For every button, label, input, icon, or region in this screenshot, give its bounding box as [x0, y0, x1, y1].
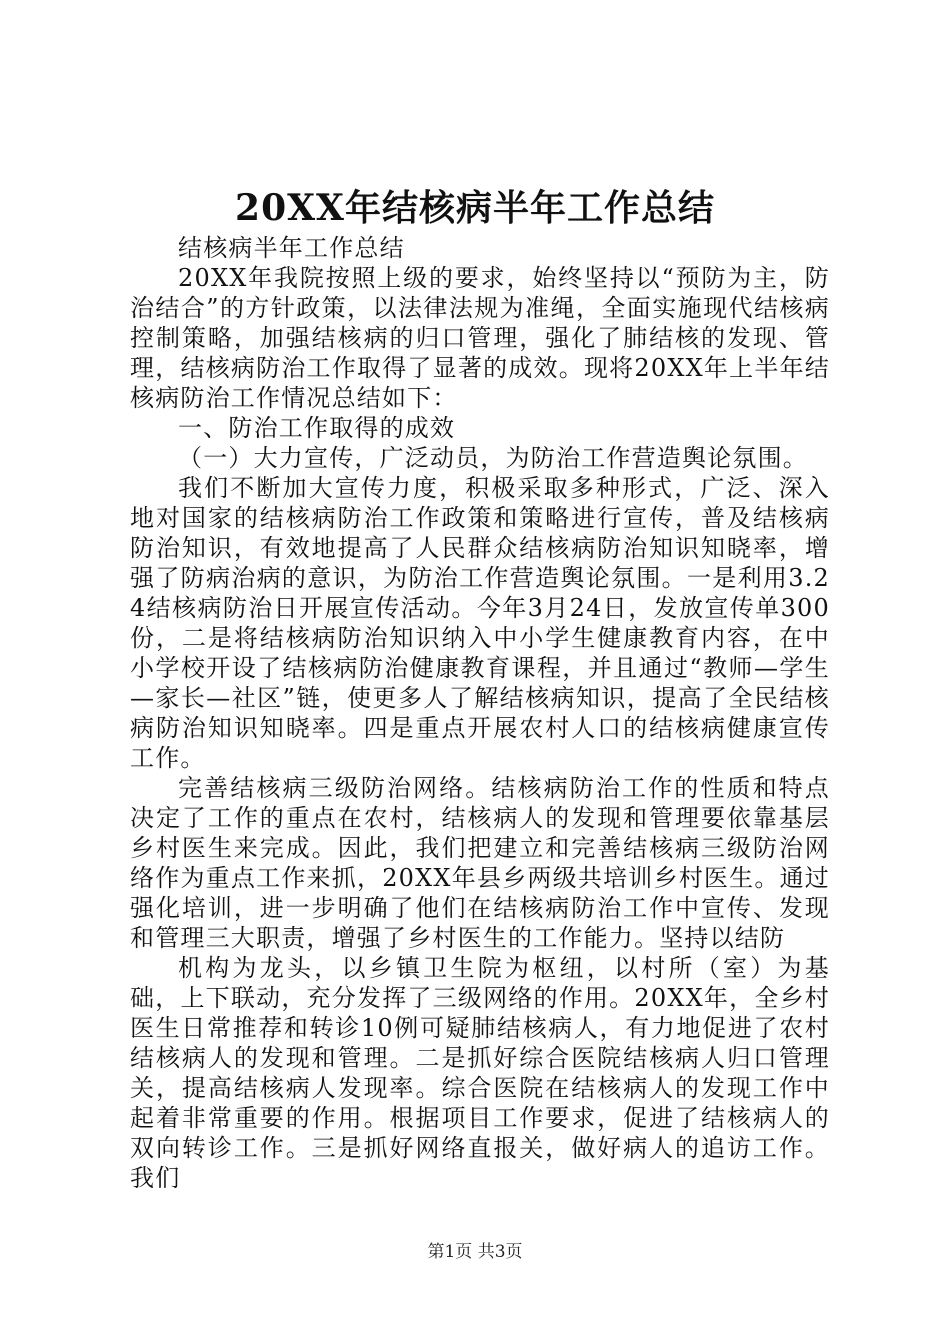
paragraph-subtitle: 结核病半年工作总结: [178, 234, 405, 262]
paragraph-network: 完善结核病三级防治网络。结核病防治工作的性质和特点决定了工作的重点在农村，结核病人的发现和管理要依靠基层乡村医生来完成。因此，我们把建立和完善结核病三级防治网络作为重点工作来抓，20XX年县乡两级共培训乡村医生。通过强化培训，进一步明确了他们在结核病防治工作中宣传、发现和管理三大职责，增强了乡村医生的工作能力。坚持以结防: [130, 774, 830, 952]
paragraph-publicity: 我们不断加大宣传力度，积极采取多种形式，广泛、深入地对国家的结核病防治工作政策和策略进行宣传，普及结核病防治知识，有效地提高了人民群众结核病防治知识知晓率，增强了防病治病的意识，为防治工作营造舆论氛围。一是利用3.24结核病防治日开展宣传活动。今年3月24日，发放宣传单300份，二是将结核病防治知识纳入中小学生健康教育内容，在中小学校开设了结核病防治健康教育课程，并且通过“教师—学生—家长—社区”链，使更多人了解结核病知识，提高了全民结核病防治知识知晓率。四是重点开展农村人口的结核病健康宣传工作。: [130, 474, 830, 772]
subsection-heading-publicity: （一）大力宣传，广泛动员，为防治工作营造舆论氛围。: [178, 444, 808, 472]
page-footer: 第1页 共3页: [427, 1242, 523, 1262]
section-heading-achievements: 一、防治工作取得的成效: [178, 414, 456, 442]
document-body: [130, 233, 830, 1193]
document-title: 20XX年结核病半年工作总结: [235, 187, 715, 229]
paragraph-intro: 20XX年我院按照上级的要求，始终坚持以“预防为主，防治结合”的方针政策，以法律法规为准绳，全面实施现代结核病控制策略，加强结核病的归口管理，强化了肺结核的发现、管理，结核病防治工作取得了显著的成效。现将20XX年上半年结核病防治工作情况总结如下：: [130, 264, 830, 412]
paragraph-institutions: 机构为龙头，以乡镇卫生院为枢纽，以村所（室）为基础，上下联动，充分发挥了三级网络的作用。20XX年，全乡村医生日常推荐和转诊10例可疑肺结核病人，有力地促进了农村结核病人的发现和管理。二是抓好综合医院结核病人归口管理关，提高结核病人发现率。综合医院在结核病人的发现工作中起着非常重要的作用。根据项目工作要求，促进了结核病人的双向转诊工作。三是抓好网络直报关，做好病人的追访工作。我们: [130, 954, 830, 1192]
